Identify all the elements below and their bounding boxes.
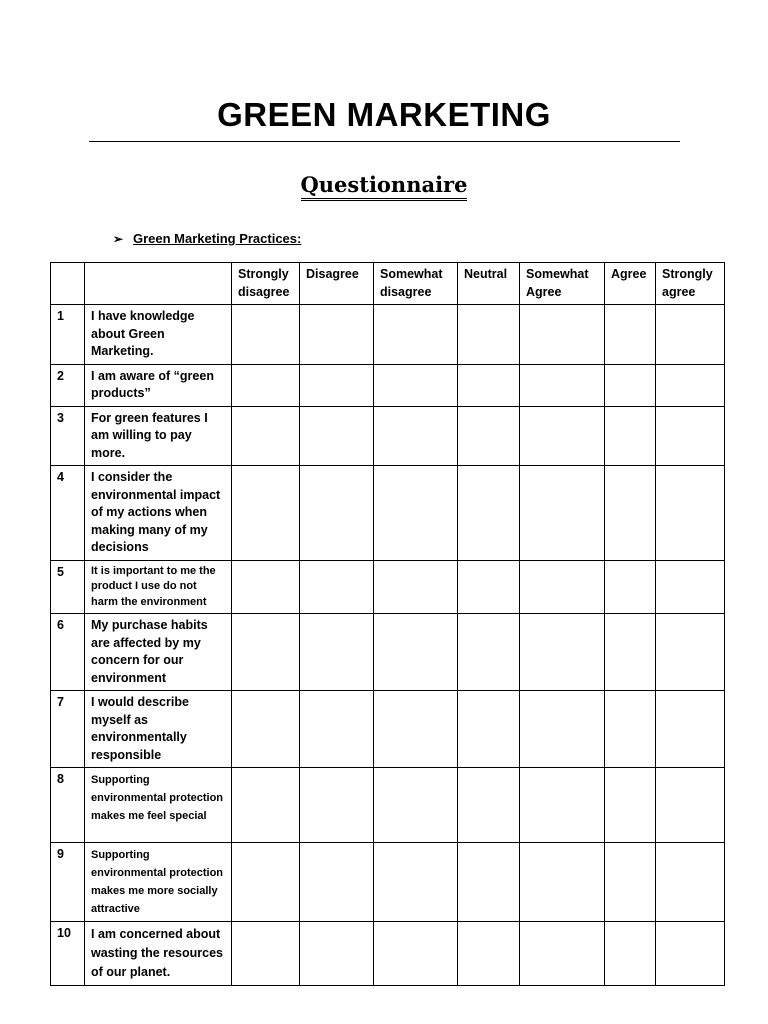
answer-cell[interactable] — [656, 843, 725, 922]
header-number — [51, 263, 85, 305]
answer-cell[interactable] — [520, 560, 605, 614]
section-label: Green Marketing Practices: — [133, 231, 302, 246]
row-statement: I am aware of “green products” — [85, 364, 232, 406]
answer-cell[interactable] — [605, 305, 656, 365]
answer-cell[interactable] — [656, 614, 725, 691]
row-number: 10 — [51, 922, 85, 986]
answer-cell[interactable] — [656, 768, 725, 843]
header-agree: Agree — [605, 263, 656, 305]
answer-cell[interactable] — [300, 843, 374, 922]
answer-cell[interactable] — [232, 466, 300, 561]
answer-cell[interactable] — [374, 768, 458, 843]
row-number: 9 — [51, 843, 85, 922]
answer-cell[interactable] — [232, 922, 300, 986]
table-row — [51, 305, 725, 365]
row-statement: Supporting environmental protection makes me feel special — [85, 768, 232, 843]
document-subtitle — [0, 172, 768, 197]
header-strongly-disagree: Strongly disagree — [232, 263, 300, 305]
answer-cell[interactable] — [458, 466, 520, 561]
answer-cell[interactable] — [232, 614, 300, 691]
answer-cell[interactable] — [458, 406, 520, 466]
answer-cell[interactable] — [300, 691, 374, 768]
answer-cell[interactable] — [605, 466, 656, 561]
header-strongly-agree: Strongly agree — [656, 263, 725, 305]
header-disagree: Disagree — [300, 263, 374, 305]
table-header-row — [51, 263, 725, 305]
row-number: 3 — [51, 406, 85, 466]
row-number: 2 — [51, 364, 85, 406]
questionnaire-table — [50, 262, 725, 986]
table-row — [51, 614, 725, 691]
answer-cell[interactable] — [656, 922, 725, 986]
row-statement: It is important to me the product I use do not harm the environment — [85, 560, 232, 614]
answer-cell[interactable] — [458, 560, 520, 614]
answer-cell[interactable] — [458, 614, 520, 691]
header-statement — [85, 263, 232, 305]
answer-cell[interactable] — [458, 843, 520, 922]
answer-cell[interactable] — [374, 560, 458, 614]
answer-cell[interactable] — [520, 843, 605, 922]
table-row — [51, 922, 725, 986]
answer-cell[interactable] — [656, 560, 725, 614]
answer-cell[interactable] — [300, 364, 374, 406]
row-statement: I have knowledge about Green Marketing. — [85, 305, 232, 365]
table-row — [51, 843, 725, 922]
section-heading — [113, 231, 301, 246]
answer-cell[interactable] — [605, 691, 656, 768]
answer-cell[interactable] — [605, 768, 656, 843]
answer-cell[interactable] — [232, 691, 300, 768]
answer-cell[interactable] — [605, 922, 656, 986]
answer-cell[interactable] — [656, 406, 725, 466]
row-statement: I consider the environmental impact of my actions when making many of my decisions — [85, 466, 232, 561]
answer-cell[interactable] — [232, 364, 300, 406]
answer-cell[interactable] — [656, 691, 725, 768]
header-somewhat-disagree: Somewhat disagree — [374, 263, 458, 305]
answer-cell[interactable] — [605, 560, 656, 614]
table-row — [51, 406, 725, 466]
answer-cell[interactable] — [232, 768, 300, 843]
answer-cell[interactable] — [374, 614, 458, 691]
answer-cell[interactable] — [374, 691, 458, 768]
answer-cell[interactable] — [458, 364, 520, 406]
answer-cell[interactable] — [300, 768, 374, 843]
answer-cell[interactable] — [374, 305, 458, 365]
row-number: 5 — [51, 560, 85, 614]
answer-cell[interactable] — [605, 406, 656, 466]
answer-cell[interactable] — [656, 305, 725, 365]
answer-cell[interactable] — [374, 364, 458, 406]
answer-cell[interactable] — [605, 614, 656, 691]
row-statement: My purchase habits are affected by my concern for our environment — [85, 614, 232, 691]
row-statement: Supporting environmental protection makes me more socially attractive — [85, 843, 232, 922]
table-row — [51, 560, 725, 614]
row-number: 6 — [51, 614, 85, 691]
answer-cell[interactable] — [300, 560, 374, 614]
answer-cell[interactable] — [232, 560, 300, 614]
answer-cell[interactable] — [520, 364, 605, 406]
answer-cell[interactable] — [520, 305, 605, 365]
answer-cell[interactable] — [605, 364, 656, 406]
row-statement: For green features I am willing to pay more. — [85, 406, 232, 466]
document-title: GREEN MARKETING — [217, 96, 551, 133]
answer-cell[interactable] — [300, 922, 374, 986]
answer-cell[interactable] — [300, 466, 374, 561]
answer-cell[interactable] — [232, 305, 300, 365]
answer-cell[interactable] — [374, 922, 458, 986]
answer-cell[interactable] — [374, 406, 458, 466]
row-number: 4 — [51, 466, 85, 561]
subtitle-text: Questionnaire — [301, 172, 468, 201]
table-row — [51, 768, 725, 843]
answer-cell[interactable] — [300, 406, 374, 466]
answer-cell[interactable] — [374, 466, 458, 561]
header-neutral: Neutral — [458, 263, 520, 305]
answer-cell[interactable] — [520, 466, 605, 561]
answer-cell[interactable] — [605, 843, 656, 922]
answer-cell[interactable] — [520, 614, 605, 691]
table-row — [51, 691, 725, 768]
answer-cell[interactable] — [520, 768, 605, 843]
answer-cell[interactable] — [232, 843, 300, 922]
row-statement: I would describe myself as environmentally responsible — [85, 691, 232, 768]
row-number: 8 — [51, 768, 85, 843]
answer-cell[interactable] — [520, 406, 605, 466]
answer-cell[interactable] — [374, 843, 458, 922]
row-number: 7 — [51, 691, 85, 768]
title-divider — [89, 141, 680, 142]
answer-cell[interactable] — [300, 305, 374, 365]
answer-cell[interactable] — [458, 305, 520, 365]
row-number: 1 — [51, 305, 85, 365]
answer-cell[interactable] — [520, 922, 605, 986]
row-statement: I am concerned about wasting the resources of our planet. — [85, 922, 232, 986]
table-row — [51, 466, 725, 561]
answer-cell[interactable] — [656, 364, 725, 406]
header-somewhat-agree: Somewhat Agree — [520, 263, 605, 305]
answer-cell[interactable] — [520, 691, 605, 768]
answer-cell[interactable] — [232, 406, 300, 466]
answer-cell[interactable] — [458, 768, 520, 843]
answer-cell[interactable] — [458, 691, 520, 768]
answer-cell[interactable] — [458, 922, 520, 986]
arrow-bullet-icon: ➢ — [113, 232, 124, 246]
answer-cell[interactable] — [656, 466, 725, 561]
answer-cell[interactable] — [300, 614, 374, 691]
table-row — [51, 364, 725, 406]
